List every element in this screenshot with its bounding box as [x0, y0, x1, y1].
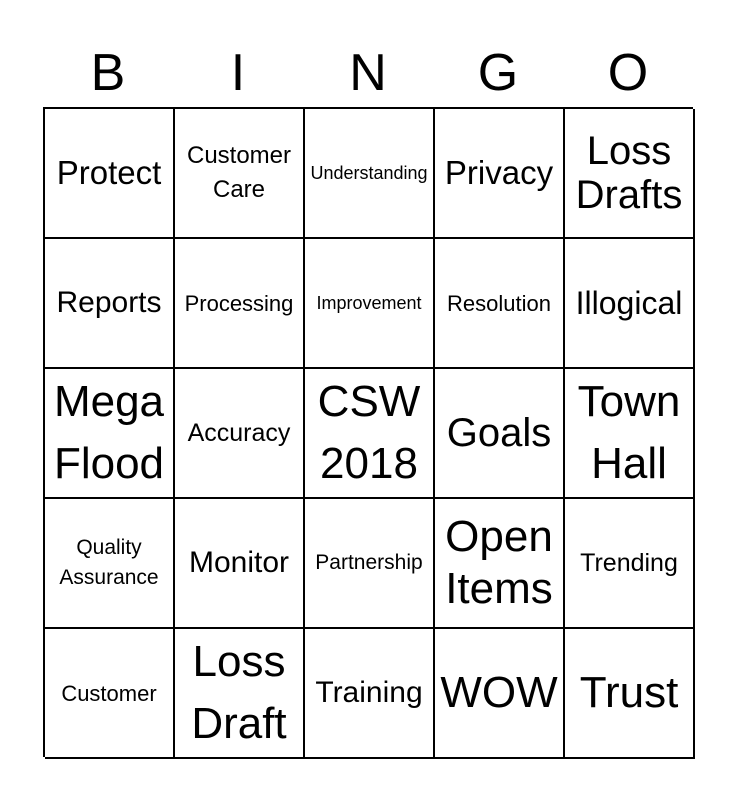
header-letter-g: G	[477, 44, 519, 102]
bingo-cell	[45, 109, 175, 239]
bingo-cell-text: Customer	[61, 680, 157, 706]
bingo-cell	[435, 629, 565, 759]
bingo-cell-text: Illogical	[575, 285, 683, 321]
bingo-cell-text: CSW 2018	[317, 377, 421, 488]
bingo-cell	[435, 109, 565, 239]
bingo-cell-text: Trending	[580, 549, 678, 577]
bingo-cell-text: Open Items	[445, 512, 553, 613]
bingo-cell-text: Trust	[579, 668, 679, 717]
bingo-cell-text: Mega Flood	[53, 377, 165, 488]
bingo-cell	[565, 629, 695, 759]
bingo-cell	[565, 109, 695, 239]
bingo-cell-text: Reports	[56, 286, 162, 319]
bingo-cell	[305, 629, 435, 759]
bingo-cell-text: Quality Assurance	[59, 536, 159, 589]
bingo-cell	[175, 109, 305, 239]
bingo-cell	[45, 369, 175, 499]
bingo-cell-text: Partnership	[315, 551, 423, 574]
bingo-cell	[175, 629, 305, 759]
bingo-cell-text: Resolution	[447, 290, 551, 316]
bingo-cell	[305, 239, 435, 369]
bingo-cell-text: Training	[315, 676, 423, 709]
bingo-cell	[435, 499, 565, 629]
header-letter-i: I	[230, 44, 246, 102]
bingo-cell	[175, 499, 305, 629]
bingo-cell	[305, 109, 435, 239]
bingo-cell	[305, 369, 435, 499]
bingo-cell-text: Processing	[184, 290, 294, 316]
bingo-cell-text: Protect	[56, 154, 162, 191]
bingo-cell	[45, 499, 175, 629]
bingo-cell-text: Loss Drafts	[575, 129, 683, 217]
bingo-cell-text: Understanding	[310, 163, 428, 183]
bingo-cell-text: Privacy	[444, 154, 554, 191]
bingo-cell	[175, 369, 305, 499]
bingo-cell-text: Accuracy	[187, 419, 291, 447]
bingo-grid	[43, 107, 693, 757]
bingo-cell	[45, 629, 175, 759]
bingo-cell-text: Customer Care	[186, 142, 292, 203]
bingo-cell	[45, 239, 175, 369]
bingo-cell-text: Loss Draft	[191, 637, 287, 748]
bingo-cell	[435, 369, 565, 499]
bingo-cell-text: WOW	[440, 668, 558, 717]
bingo-cell	[305, 499, 435, 629]
header-letter-n: N	[349, 44, 387, 102]
bingo-cell	[435, 239, 565, 369]
bingo-cell-text: Monitor	[188, 546, 290, 579]
bingo-header	[43, 40, 693, 106]
header-letter-o: O	[607, 44, 649, 102]
bingo-cell	[175, 239, 305, 369]
header-letter-b: B	[90, 44, 126, 102]
bingo-cell-text: Improvement	[316, 293, 422, 313]
bingo-cell	[565, 239, 695, 369]
bingo-cell-text: Goals	[446, 411, 552, 455]
bingo-cell-text: Town Hall	[577, 377, 681, 488]
bingo-cell	[565, 369, 695, 499]
bingo-cell	[565, 499, 695, 629]
